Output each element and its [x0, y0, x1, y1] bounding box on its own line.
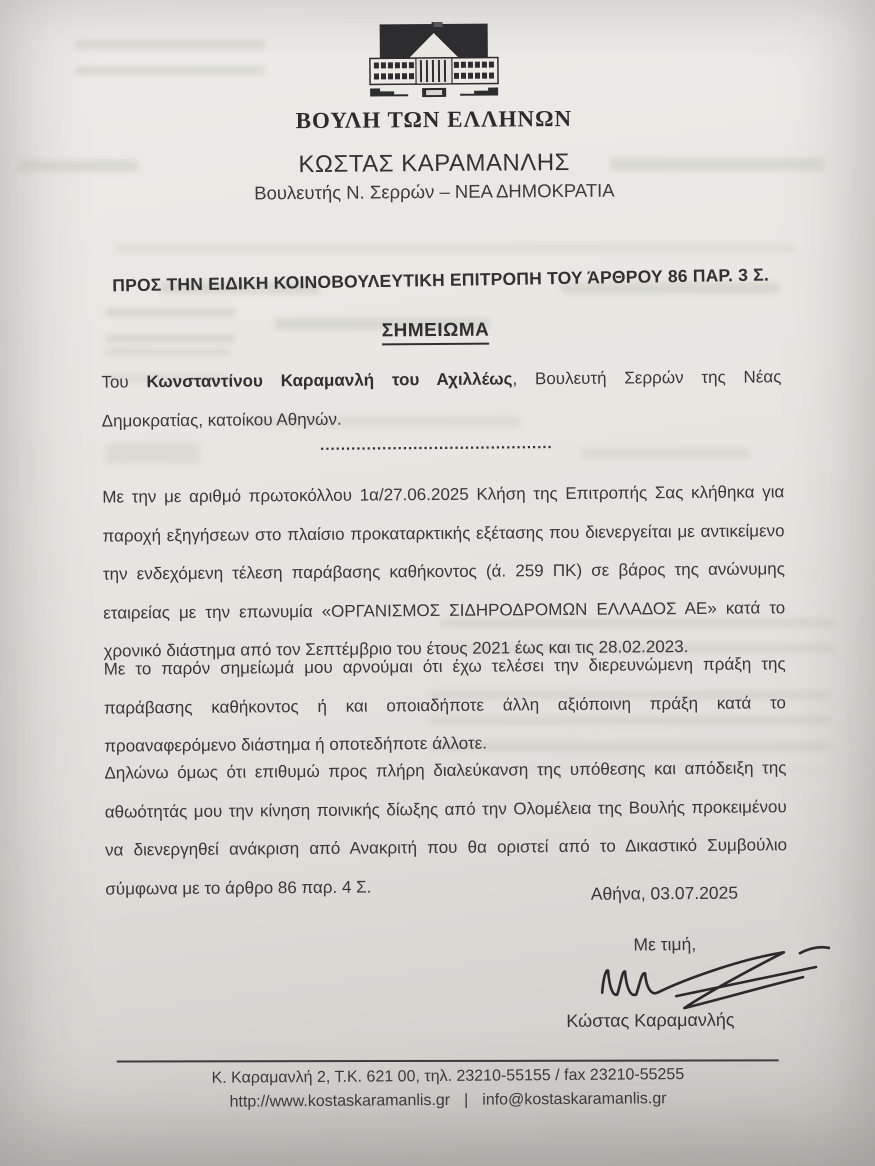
sender-name: ΚΩΣΤΑΣ ΚΑΡΑΜΑΝΛΗΣ [298, 148, 571, 179]
parliament-label: ΒΟΥΛΗ ΤΩΝ ΕΛΛΗΝΩΝ [295, 105, 573, 134]
parliament-building-logo [367, 21, 500, 98]
closing-salutation: Με τιμή, [633, 933, 697, 955]
footer-email: info@kostaskaramanlis.gr [482, 1090, 667, 1109]
paragraph-3: Δηλώνω όμως ότι επιθυμώ προς πλήρη διαλεύκανση της υπόθεσης και απόδειξη της αθωότητάς μου την κίνηση ποινικής δίωξης από την Ολομέλεια της Βουλής προκειμένου να διενεργηθεί ανάκριση από Ανακριτή που θα οριστεί από το Δικαστικό Συμβούλιο σύμφωνα με το άρθρο 86 παρ. 4 Σ. [104, 758, 788, 899]
handwritten-signature [588, 939, 839, 1021]
memo-title: ΣΗΜΕΙΩΜΑ [0, 317, 873, 346]
footer-address: Κ. Καραμανλή 2, Τ.Κ. 621 00, τηλ. 23210-55155 / fax 23210-55255 [211, 1066, 685, 1087]
dotted-separator: ............................................. [320, 435, 553, 454]
recipient-line: ΠΡΟΣ ΤΗΝ ΕΙΔΙΚΗ ΚΟΙΝΟΒΟΥΛΕΥΤΙΚΗ ΕΠΙΤΡΟΠΗ ΤΟΥ ΆΡΘΡΟΥ 86 ΠΑΡ. 3 Σ. [112, 264, 770, 295]
footer-contacts [117, 1089, 779, 1112]
sender-title: Βουλευτής Ν. Σερρών – ΝΕΑ ΔΗΜΟΚΡΑΤΙΑ [254, 179, 615, 204]
paragraph-2: Με το παρόν σημείωμά μου αρνούμαι ότι έχω τελέσει την διερευνώμενη πράξη της παράβασης καθήκοντος ή και οποιαδήποτε άλλη αξιόποινη πράξη κατά το προαναφερόμενο διάστημα ή οποτεδήποτε άλλοτε. [103, 654, 787, 756]
intro-paragraph [101, 357, 782, 440]
declarant-name: Κωνσταντίνου Καραμανλή του Αχιλλέως [146, 369, 513, 392]
signature-name: Κώστας Καραμανλής [566, 1009, 735, 1032]
intro-suffix: , Βουλευτή Σερρών της Νέας Δημοκρατίας, κατοίκου Αθηνών. [101, 367, 782, 431]
letterhead [0, 19, 871, 137]
intro-prefix: Του [101, 372, 147, 392]
date-line: Αθήνα, 03.07.2025 [590, 882, 739, 904]
footer-divider [117, 1059, 779, 1062]
footer-website: http://www.kostaskaramanlis.gr [229, 1091, 451, 1111]
paragraph-1: Με την με αριθμό πρωτοκόλλου 1α/27.06.2025 Κλήση της Επιτροπής Σας κλήθηκα για παροχή εξηγήσεων στο πλαίσιο προκαταρκτικής εξέτασης που διενεργείται με αντικείμενο την ενδεχόμενη τέλεση παράβασης καθήκοντος (ά. 259 ΠΚ) σε βάρος της ανώνυμης εταιρείας με την επωνυμία «ΟΡΓΑΝΙΣΜΟΣ ΣΙΔΗΡΟΔΡΟΜΩΝ ΕΛΛΑΔΟΣ ΑΕ» κατά το χρονικό διάστημα από τον Σεπτέμβριο του έτους 2021 έως και τις 28.02.2023. [102, 482, 786, 661]
footer-separator: | [464, 1091, 469, 1109]
